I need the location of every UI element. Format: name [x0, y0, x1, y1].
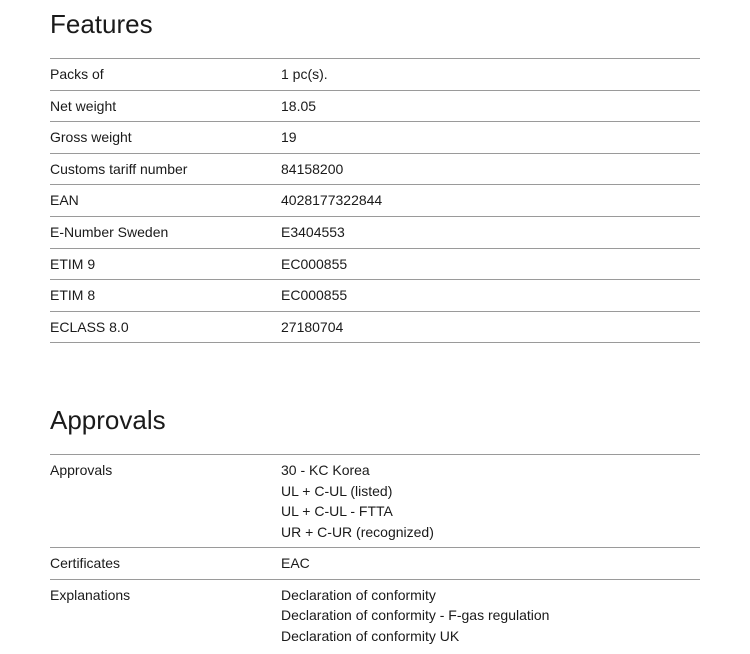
row-value: EC000855 [281, 255, 348, 272]
row-label: Certificates [50, 555, 121, 571]
row-label: EAN [50, 192, 79, 209]
features-table [50, 58, 700, 343]
table-row [50, 548, 700, 580]
explanation-link[interactable]: Declaration of conformity UK [281, 627, 460, 644]
row-label: Packs of [50, 66, 104, 83]
explanation-link[interactable]: Declaration of conformity - F-gas regulation [281, 607, 550, 623]
table-row [50, 280, 700, 312]
row-label: Explanations [50, 586, 131, 603]
row-label: Approvals [50, 462, 113, 478]
row-label: Customs tariff number [50, 160, 188, 177]
features-title: Features [50, 9, 153, 39]
approvals-section [50, 396, 700, 651]
row-value: 4028177322844 [281, 192, 383, 209]
table-row [50, 312, 700, 344]
row-value: 84158200 [281, 160, 344, 177]
row-value: 27180704 [281, 318, 344, 335]
row-value: 19 [281, 129, 297, 146]
row-label: ECLASS 8.0 [50, 318, 129, 335]
table-row [50, 580, 700, 652]
table-row [50, 59, 700, 91]
approval-item: 30 - KC Korea [281, 462, 370, 478]
row-value: 1 pc(s). [281, 66, 328, 83]
row-value [281, 585, 700, 647]
row-label: Net weight [50, 97, 117, 114]
table-row [50, 122, 700, 154]
row-value: EC000855 [281, 287, 348, 304]
table-row [50, 185, 700, 217]
row-label: ETIM 8 [50, 287, 96, 304]
approvals-table [50, 454, 700, 651]
table-row [50, 249, 700, 281]
row-value: 18.05 [281, 97, 317, 114]
features-section [50, 0, 700, 343]
approval-item: UL + C-UL - FTTA [281, 503, 393, 519]
row-label: E-Number Sweden [50, 224, 169, 241]
row-value [281, 460, 700, 542]
table-row [50, 455, 700, 548]
row-label: Gross weight [50, 129, 132, 146]
row-label: ETIM 9 [50, 255, 96, 272]
row-value [281, 553, 700, 574]
table-row [50, 154, 700, 186]
explanation-link[interactable]: Declaration of conformity [281, 586, 436, 603]
row-value: E3404553 [281, 224, 345, 241]
approval-item: UR + C-UR (recognized) [281, 523, 434, 540]
table-row [50, 217, 700, 249]
table-row [50, 91, 700, 123]
approval-item: UL + C-UL (listed) [281, 482, 393, 499]
certificate-item: EAC [281, 555, 310, 571]
approvals-title: Approvals [50, 405, 166, 435]
